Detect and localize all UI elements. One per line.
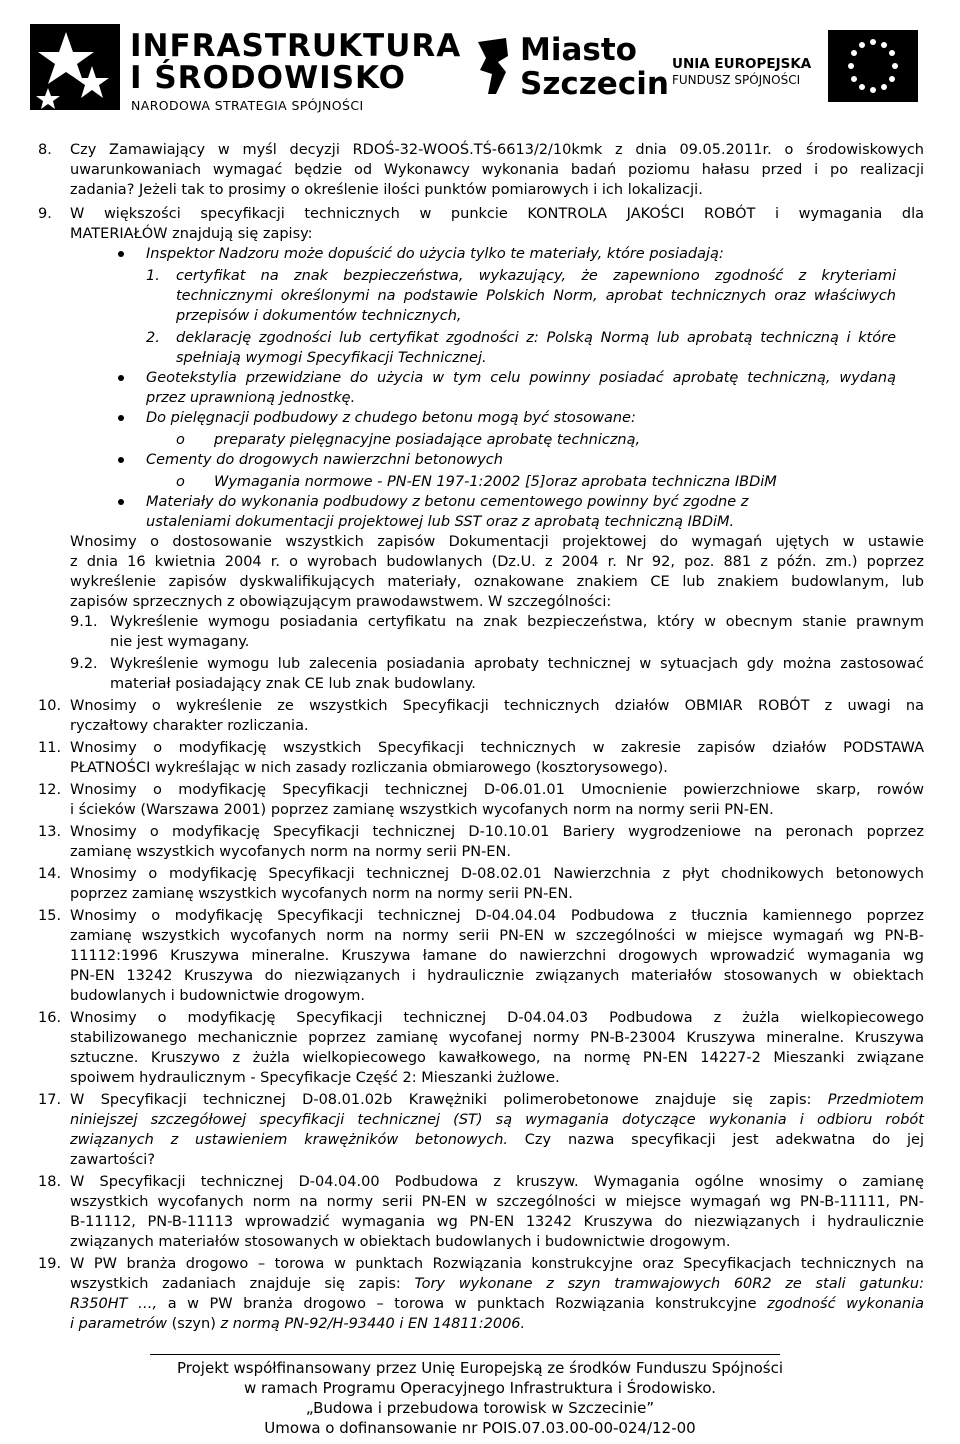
item-17-line1 bbox=[70, 1090, 924, 1110]
item-18-number: 18. bbox=[38, 1174, 62, 1190]
infrastruktura-logo bbox=[30, 22, 462, 113]
item-14-line2: poprzez zamianę wszystkich wycofanych norm na normy serii PN-EN. bbox=[70, 886, 573, 902]
item-19-line4 bbox=[70, 1314, 525, 1334]
sub-bullet-1-marker: o bbox=[176, 432, 185, 448]
item-9-1-line2: nie jest wymagany. bbox=[110, 634, 250, 650]
bullet-3-text: Do pielęgnacji podbudowy z chudego betonu mogą być stosowane: bbox=[146, 410, 636, 426]
bullet-1-marker bbox=[118, 251, 124, 257]
item-15-line2: zamianę wszystkich wycofanych norm na normy serii PN-EN w szczególności w miejsce wymagań wg PN-B- bbox=[70, 928, 924, 944]
unia-europejska-logo bbox=[670, 26, 930, 106]
item-9-line1: W większości specyfikacji technicznych w punkcie KONTROLA JAKOŚCI ROBÓT i wymagania dla bbox=[70, 206, 924, 222]
eu-flag-icon bbox=[828, 30, 918, 102]
item-9-number: 9. bbox=[38, 206, 52, 222]
item-19-line2 bbox=[70, 1274, 924, 1294]
item-17-line2: niniejszej szczegółowej specyfikacji technicznej (ST) są wymagania dotyczące wykonania i odbioru robót bbox=[70, 1112, 924, 1128]
item-15-line3: 11112:1996 Kruszywa mineralne. Kruszywa łamane do nawierzchni drogowych wprowadzić wymagania wg bbox=[70, 948, 924, 964]
item-12-line2: i ścieków (Warszawa 2001) poprzez zamianę wszystkich wycofanych norm na normy serii PN-EN. bbox=[70, 802, 774, 818]
item-19-line4-text: (szyn) bbox=[167, 1316, 221, 1332]
sub-bullet-2-marker: o bbox=[176, 474, 185, 490]
request-line4: zapisów sprzecznych z obowiązującym prawodawstwem. W szczególności: bbox=[70, 594, 612, 610]
sub-1-number: 1. bbox=[146, 268, 160, 284]
item-12-number: 12. bbox=[38, 782, 62, 798]
request-line3: wykreślenie zapisów dyskwalifikujących materiały, oznakowane znakiem CE lub znakiem budowlanym, lub bbox=[70, 574, 924, 590]
item-19-line3-quote2: zgodność wykonania bbox=[767, 1296, 925, 1312]
item-15-line1: Wnosimy o modyfikację Specyfikacji technicznej D-04.04.04 Podbudowa z tłucznia kamiennego poprzez bbox=[70, 908, 924, 924]
bullet-5-line1: Materiały do wykonania podbudowy z betonu cementowego powinny być zgodne z bbox=[146, 494, 749, 510]
item-8-line1: Czy Zamawiający w myśl decyzji RDOŚ-32-WOOŚ.TŚ-6613/2/10kmk z dnia 09.05.2011r. o środowiskowych bbox=[70, 142, 924, 158]
item-14-number: 14. bbox=[38, 866, 62, 882]
ue-line2: FUNDUSZ SPÓJNOŚCI bbox=[672, 73, 801, 87]
bullet-2-marker bbox=[118, 375, 124, 381]
item-19-line4-quote2: z normą PN-92/H-93440 i EN 14811:2006. bbox=[220, 1316, 526, 1332]
item-9-2-line1: Wykreślenie wymogu lub zalecenia posiadania aprobaty technicznej w sytuacjach gdy można zastosować bbox=[110, 656, 924, 672]
item-9-line2: MATERIAŁÓW znajdują się zapisy: bbox=[70, 226, 313, 242]
item-10-number: 10. bbox=[38, 698, 62, 714]
infrastruktura-title-line2: I ŚRODOWISKO bbox=[130, 60, 406, 96]
item-19-number: 19. bbox=[38, 1256, 62, 1272]
sub-1-line1: certyfikat na znak bezpieczeństwa, wykazujący, że zapewniono zgodność z kryteriami bbox=[176, 268, 896, 284]
item-17-line3-text: Czy nazwa specyfikacji jest adekwatna do jej bbox=[508, 1132, 925, 1148]
item-18-line2: wszystkich wycofanych norm na normy serii PN-EN w szczególności w miejsce wymagań wg PN-B-11111, PN- bbox=[70, 1194, 924, 1210]
footer-line3: „Budowa i przebudowa torowisk w Szczecinie” bbox=[305, 1399, 655, 1417]
item-16-line3: sztuczne. Kruszywo z żużla wielkopiecowego kawałkowego, na normę PN-EN 14227-2 Mieszanki związane bbox=[70, 1050, 924, 1066]
item-15-line4: PN-EN 13242 Kruszywa do niezwiązanych i hydraulicznie związanych materiałów stosowanych w obiektach bbox=[70, 968, 924, 984]
infrastruktura-title-line1: INFRASTRUKTURA bbox=[130, 28, 462, 64]
sub-1-line2: technicznymi określonymi na podstawie Polskich Norm, aprobat technicznych oraz właściwych bbox=[176, 288, 896, 304]
item-11-line1: Wnosimy o modyfikację wszystkich Specyfikacji technicznych w zakresie zapisów działów PODSTAWA bbox=[70, 740, 924, 756]
item-16-line1: Wnosimy o modyfikację Specyfikacji technicznej D-04.04.03 Podbudowa z żużla wielkopiecowego bbox=[70, 1010, 924, 1026]
item-18-line4: związanych materiałów stosowanych w obiektach budowlanych i budownictwie drogowym. bbox=[70, 1234, 731, 1250]
item-19-line2-text: wszystkich zadaniach znajduje się zapis: bbox=[70, 1276, 415, 1292]
item-17-number: 17. bbox=[38, 1092, 62, 1108]
item-11-number: 11. bbox=[38, 740, 62, 756]
infrastruktura-star-icon bbox=[30, 24, 120, 110]
item-17-line3 bbox=[70, 1130, 924, 1150]
miasto-line2: Szczecin bbox=[520, 66, 669, 102]
item-19-line2-quote: Tory wykonane z szyn tramwajowych 60R2 ze stali gatunku: bbox=[414, 1276, 925, 1292]
item-19-line3-quote1: R350HT …, bbox=[70, 1296, 158, 1312]
item-15-line5: budowlanych i budownictwie drogowym. bbox=[70, 988, 366, 1004]
item-17-line4: zawartości? bbox=[70, 1152, 156, 1168]
item-13-number: 13. bbox=[38, 824, 62, 840]
bullet-5-marker bbox=[118, 499, 124, 505]
ue-line1: UNIA EUROPEJSKA bbox=[672, 56, 812, 72]
item-8-line2: uwarunkowaniach wymagać będzie od Wykonawcy wykonania badań poziomu hałasu przed i po realizacji bbox=[70, 162, 924, 178]
item-17-line3-quote: związanych z ustawieniem krawężników betonowych. bbox=[70, 1132, 508, 1148]
bullet-1-text: Inspektor Nadzoru może dopuścić do użycia tylko te materiały, które posiadają: bbox=[146, 246, 724, 262]
item-17-line1-text: W Specyfikacji technicznej D-08.01.02b Krawężniki polimerobetonowe znajduje się zapis: bbox=[70, 1092, 828, 1108]
sub-2-number: 2. bbox=[146, 330, 160, 346]
item-10-line2: ryczałtowy charakter rozliczania. bbox=[70, 718, 309, 734]
item-19-line3 bbox=[70, 1294, 924, 1314]
sub-bullet-1-text: preparaty pielęgnacyjne posiadające aprobatę techniczną, bbox=[214, 432, 641, 448]
item-9-1-number: 9.1. bbox=[70, 614, 98, 630]
sub-2-line2: spełniają wymogi Specyfikacji Technicznej. bbox=[176, 350, 487, 366]
item-18-line1: W Specyfikacji technicznej D-04.04.00 Podbudowa z kruszyw. Wymagania ogólne wnosimy o zamianę bbox=[70, 1174, 924, 1190]
bullet-2-line2: przez uprawnioną jednostkę. bbox=[146, 390, 356, 406]
bullet-5-line2: ustaleniami dokumentacji projektowej lub SST oraz z aprobatą techniczną IBDiM. bbox=[146, 514, 735, 530]
bullet-4-text: Cementy do drogowych nawierzchni betonowych bbox=[146, 452, 503, 468]
footer-line1: Projekt współfinansowany przez Unię Europejską ze środków Funduszu Spójności bbox=[177, 1359, 783, 1377]
item-11-line2: PŁATNOŚCI wykreślając w nich zasady rozliczania obmiarowego (kosztorysowego). bbox=[70, 760, 668, 776]
item-13-line2: zamianę wszystkich wycofanych norm na normy serii PN-EN. bbox=[70, 844, 511, 860]
item-8-number: 8. bbox=[38, 142, 52, 158]
request-line2: z dnia 16 kwietnia 2004 r. o wyrobach budowlanych (Dz.U. z 2004 r. Nr 92, poz. 881 z późn. zm.) poprzez bbox=[70, 554, 924, 570]
item-9-2-line2: materiał posiadający znak CE lub znak budowlany. bbox=[110, 676, 476, 692]
item-9-2-number: 9.2. bbox=[70, 656, 98, 672]
item-8-line3: zadania? Jeżeli tak to prosimy o określenie ilości punktów pomiarowych i ich lokalizacji. bbox=[70, 182, 703, 198]
item-13-line1: Wnosimy o modyfikację Specyfikacji technicznej D-10.10.01 Bariery wygrodzeniowe na peronach poprzez bbox=[70, 824, 924, 840]
sub-bullet-2-text: Wymagania normowe - PN-EN 197-1:2002 [5]oraz aprobata techniczna IBDiM bbox=[214, 474, 777, 490]
item-9-1-line1: Wykreślenie wymogu posiadania certyfikatu na znak bezpieczeństwa, który w obecnym stanie prawnym bbox=[110, 614, 924, 630]
footer-divider bbox=[150, 1354, 780, 1355]
footer-line4: Umowa o dofinansowanie nr POIS.07.03.00-00-024/12-00 bbox=[264, 1419, 696, 1437]
item-19-line4-quote1: i parametrów bbox=[70, 1316, 167, 1332]
item-10-line1: Wnosimy o wykreślenie ze wszystkich Specyfikacji technicznych działów OBMIAR ROBÓT z uwagi na bbox=[70, 698, 924, 714]
bullet-4-marker bbox=[118, 457, 124, 463]
item-15-number: 15. bbox=[38, 908, 62, 924]
item-18-line3: B-11112, PN-B-11113 wprowadzić wymagania wg PN-EN 13242 Kruszywa do niezwiązanych i hydraulicznie bbox=[70, 1214, 924, 1230]
item-16-line2: stabilizowanego mechanicznie poprzez zamianę wycofanej normy PN-B-23004 Kruszywa mineralne. Kruszywa bbox=[70, 1030, 924, 1046]
szczecin-griffin-icon bbox=[476, 36, 510, 96]
bullet-3-marker bbox=[118, 415, 124, 421]
item-19-line3-text: a w PW branża drogowo – torowa w punktach Rozwiązania konstrukcyjne bbox=[157, 1296, 768, 1312]
footer-line2: w ramach Programu Operacyjnego Infrastruktura i Środowisko. bbox=[243, 1379, 717, 1397]
item-19-line1: W PW branża drogowo – torowa w punktach Rozwiązania konstrukcyjne oraz Specyfikacjach technicznych na bbox=[70, 1256, 924, 1272]
bullet-2-line1: Geotekstylia przewidziane do użycia w tym celu powinny posiadać aprobatę techniczną, wydaną bbox=[146, 370, 896, 386]
item-16-number: 16. bbox=[38, 1010, 62, 1026]
miasto-szczecin-logo bbox=[476, 30, 669, 102]
infrastruktura-subtitle: NARODOWA STRATEGIA SPÓJNOŚCI bbox=[131, 98, 364, 113]
item-14-line1: Wnosimy o modyfikację Specyfikacji technicznej D-08.02.01 Nawierzchnia z płyt chodnikowych betonowych bbox=[70, 866, 924, 882]
miasto-line1: Miasto bbox=[520, 32, 637, 68]
page-header bbox=[0, 0, 960, 120]
item-17-line1-quote: Przedmiotem bbox=[827, 1092, 924, 1108]
item-12-line1: Wnosimy o modyfikację Specyfikacji technicznej D-06.01.01 Umocnienie powierzchniowe skarp, rowów bbox=[70, 782, 924, 798]
sub-1-line3: przepisów i dokumentów technicznych, bbox=[176, 308, 462, 324]
sub-2-line1: deklarację zgodności lub certyfikat zgodności z: Polską Normą lub aprobatą techniczną i które bbox=[176, 330, 896, 346]
item-16-line4: spoiwem hydraulicznym - Specyfikacje Część 2: Mieszanki żużlowe. bbox=[70, 1070, 560, 1086]
request-line1: Wnosimy o dostosowanie wszystkich zapisów Dokumentacji projektowej do wymagań ujętych w ustawie bbox=[70, 534, 924, 550]
